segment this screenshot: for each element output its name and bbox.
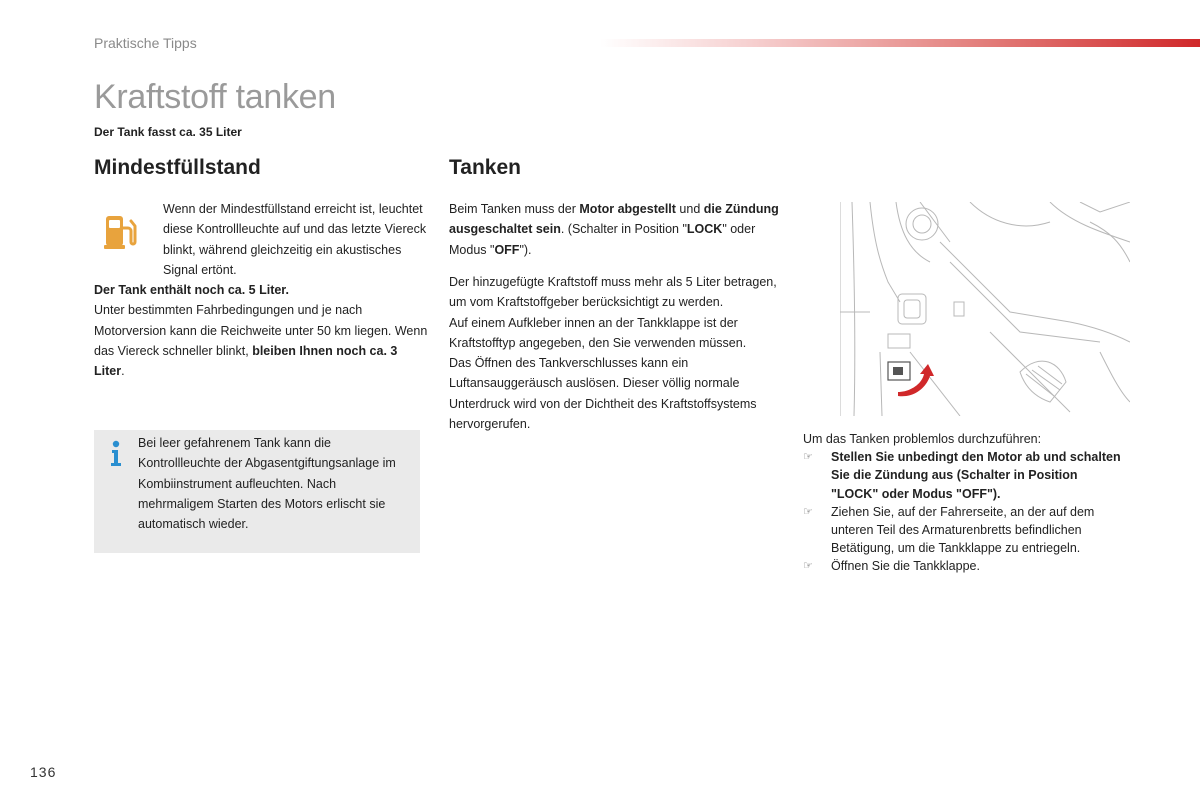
page-number: 136 [30,764,57,780]
pointing-hand-icon: ☞ [803,505,813,518]
reserve-bold-line: Der Tank enthält noch ca. 5 Liter. [94,283,289,297]
info-box [94,430,420,553]
fuel-pump-icon [100,208,140,252]
page-subtitle: Der Tank fasst ca. 35 Liter [94,125,242,139]
tanken-instruction: Beim Tanken muss der Motor abgestellt und die Zündung ausgeschaltet sein. (Schalter in Position "LOCK" oder Modus "OFF"). [449,202,779,257]
steps-intro: Um das Tanken problemlos durchzuführen: [803,432,1042,446]
fuel-min-amount: Der hinzugefügte Kraftstoff muss mehr als 5 Liter betragen, um vom Kraftstoffgeber berücksichtigt zu werden. [449,275,777,310]
heading-tanken: Tanken [449,156,521,179]
heading-mindestfuellstand: Mindestfüllstand [94,156,261,179]
step-item: ☞ Ziehen Sie, auf der Fahrerseite, an der auf dem unteren Teil des Armaturenbretts befindlichen Betätigung, um die Tankklappe zu entriegeln. [803,504,1095,556]
fuel-type-sticker: Auf einem Aufkleber innen an der Tankklappe ist der Kraftstofftyp angegeben, den Sie verwenden müssen. [449,315,747,350]
info-text: Bei leer gefahrenem Tank kann die Kontrollleuchte der Abgasentgiftungsanlage im Kombiinstrument aufleuchten. Nach mehrmaligem Starten des Motors erlischt sie automatisch wieder. [138,436,396,532]
step-item: ☞ Stellen Sie unbedingt den Motor ab und schalten Sie die Zündung aus (Schalter in Position "LOCK" oder Modus "OFF"). [803,450,1121,501]
refuel-steps [803,430,1123,576]
page-title: Kraftstoff tanken [94,78,336,116]
reserve-info [94,280,430,381]
info-icon [109,440,123,468]
section-label: Praktische Tipps [94,35,197,51]
fuel-cap-noise: Das Öffnen des Tankverschlusses kann ein Luftansauggeräusch auslösen. Dieser völlig normale Unterdruck wird von der Dichtheit des Kraftstoffsystems hervorgerufen. [449,356,757,432]
pointing-hand-icon: ☞ [803,560,813,573]
fuel-flap-release-illustration [840,202,1130,416]
fuel-details [449,272,779,434]
step-item: ☞ Öffnen Sie die Tankklappe. [803,557,1123,575]
header-accent-bar [600,39,1200,47]
warning-light-text: Wenn der Mindestfüllstand erreicht ist, leuchtet diese Kontrollleuchte auf und das letzte Viereck blinkt, während gleichzeitig ein akustisches Signal ertönt. [163,202,427,277]
pointing-hand-icon: ☞ [803,451,813,464]
reserve-body: Unter bestimmten Fahrbedingungen und je nach Motorversion kann die Reichweite unter 50 km liegen. Wenn das Viereck schneller blinkt, bleiben Ihnen noch ca. 3 Liter. [94,303,428,379]
